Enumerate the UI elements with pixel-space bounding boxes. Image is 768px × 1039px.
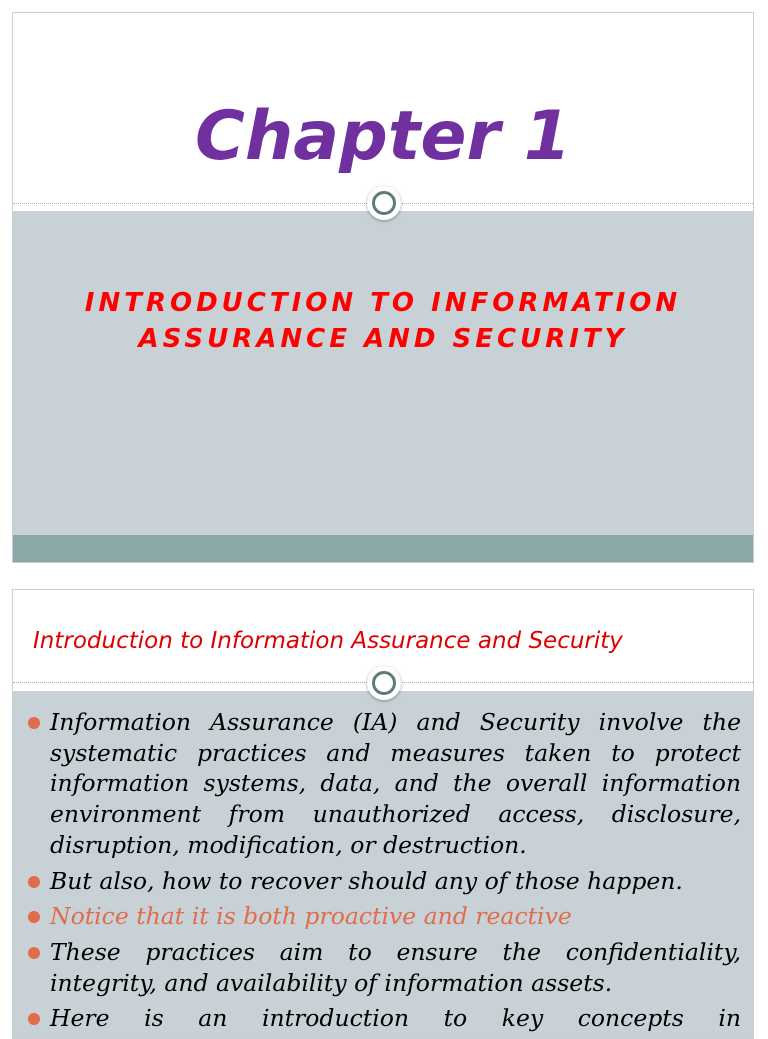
bottom-band [13, 535, 753, 562]
bullet-text: Information Assurance (IA) and Security involve the systematic practices and measures taken to protect information systems, data, and the overall information environment from unauthorized access, disclosure, disruption, modification, or destruction. [50, 708, 741, 859]
list-item [28, 866, 741, 897]
list-item [28, 707, 741, 861]
slide-title-header [13, 13, 753, 205]
list-item [28, 937, 741, 998]
bullet-dot-icon [28, 717, 40, 729]
bullet-dot-icon [28, 876, 40, 888]
slide-title [12, 12, 754, 563]
bullet-text: Notice that it is both proactive and reactive [50, 902, 572, 931]
bullet-text: These practices aim to ensure the confidentiality, integrity, and availability of information assets. [50, 937, 741, 997]
bullet-dot-icon [28, 911, 40, 923]
list-item [28, 901, 741, 932]
subtitle-line-1: INTRODUCTION TO INFORMATION [84, 288, 682, 318]
slide-heading: Introduction to Information Assurance and Security [33, 628, 623, 654]
chapter-title: Chapter 1 [194, 97, 572, 176]
bullet-text: But also, how to recover should any of those happen. [50, 866, 683, 895]
chapter-subtitle [13, 285, 753, 357]
list-item [28, 1003, 741, 1034]
subtitle-line-2: ASSURANCE AND SECURITY [138, 324, 628, 354]
bullet-list [28, 707, 741, 1039]
circle-ornament-icon [367, 666, 401, 700]
circle-ornament-icon [367, 186, 401, 220]
bullet-dot-icon [28, 947, 40, 959]
bullet-text: Here is an introduction to key concepts in [50, 1004, 741, 1033]
slide-content [12, 589, 754, 1039]
slide-body [13, 211, 753, 537]
